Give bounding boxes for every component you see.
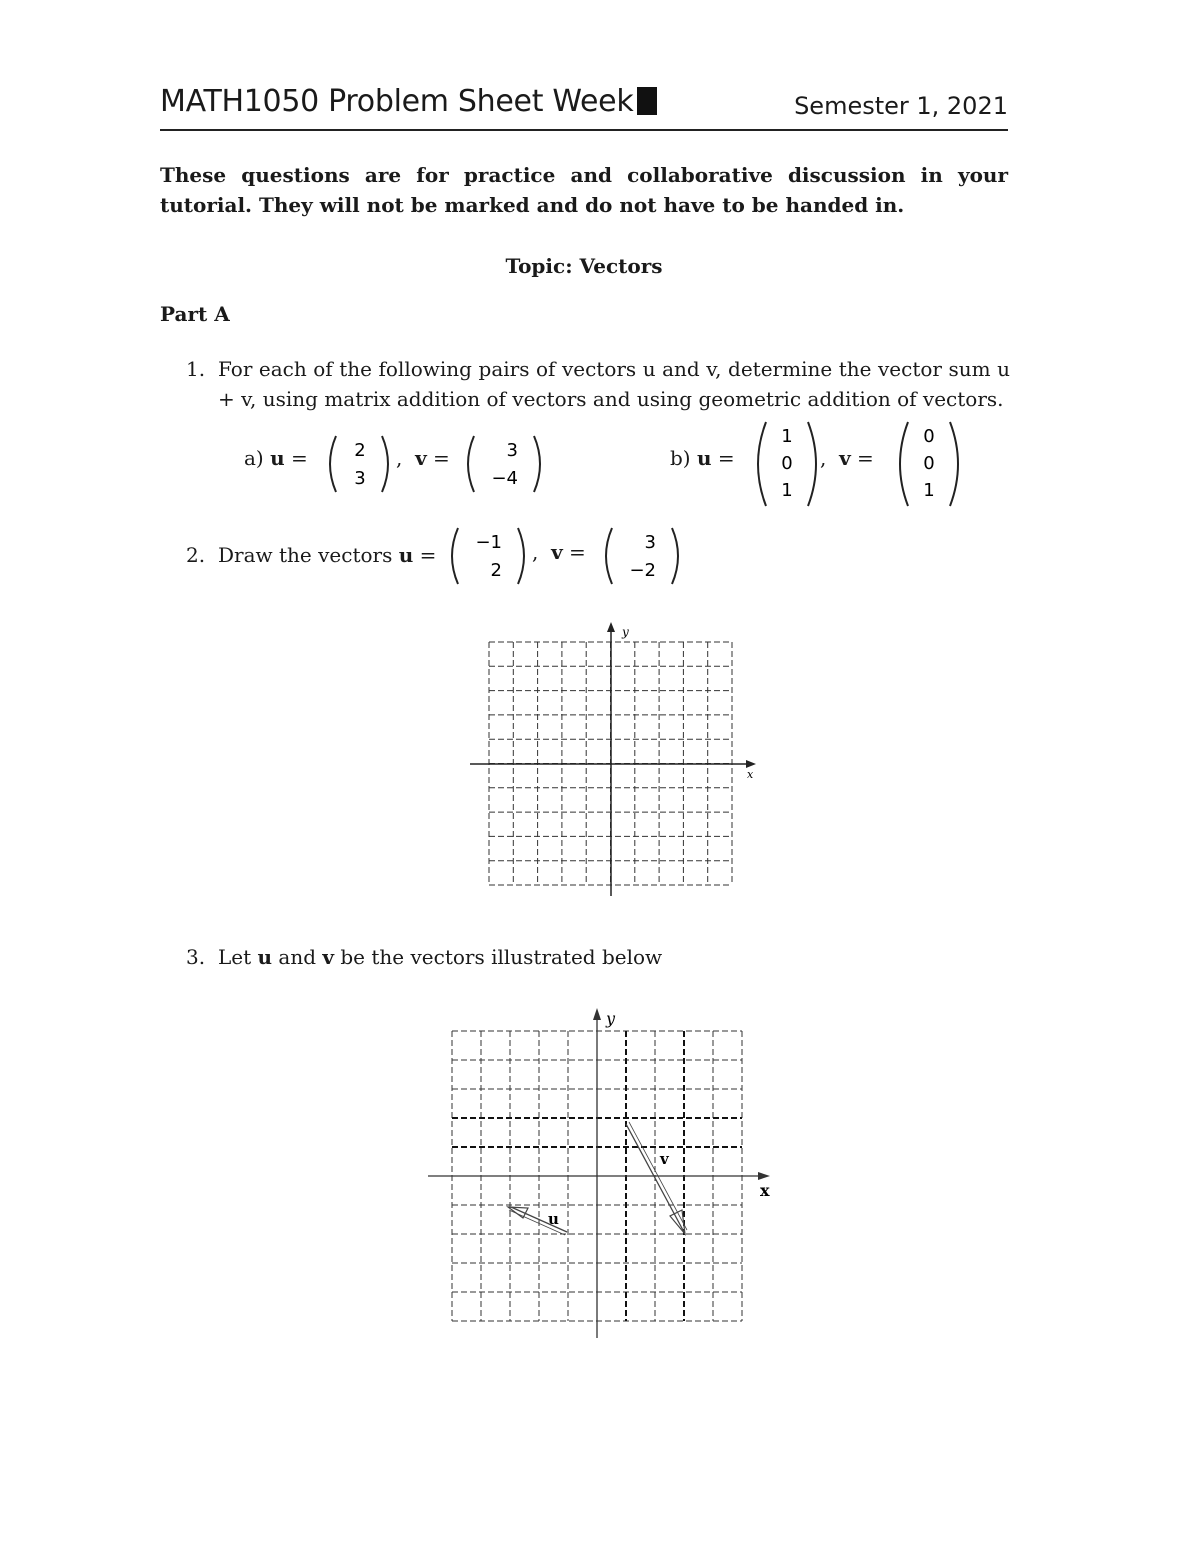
q1a-v-0: 3: [506, 440, 518, 461]
sheet-title: MATH1050 Problem Sheet Week: [160, 84, 657, 119]
q1a-u-vector: [324, 432, 394, 496]
q2-v-1: −2: [629, 560, 656, 581]
q1b-u-vector: [754, 418, 820, 510]
vector-u-arrowhead: [508, 1207, 528, 1218]
vector-u-label: u: [548, 1210, 559, 1228]
question-number: 2.: [186, 543, 206, 567]
question-text: Draw the vectors: [218, 543, 393, 567]
q1a-v-vector: [462, 432, 546, 496]
graph-2: [420, 1004, 780, 1344]
q2-v-0: 3: [644, 532, 656, 553]
y-axis-arrow: [593, 1008, 601, 1020]
q2-u-vector: [446, 524, 530, 588]
question-number: 1.: [186, 357, 206, 381]
q1b-v-0: 0: [923, 426, 935, 447]
semester: Semester 1, 2021: [794, 92, 1008, 120]
q1b-u-0: 1: [781, 426, 793, 447]
q1b-label: b) u =: [670, 446, 735, 470]
q1b-v-vector: [896, 418, 962, 510]
x-axis-arrow: [758, 1172, 770, 1180]
graph-1: [460, 618, 770, 898]
question-number: 3.: [186, 945, 206, 969]
x-axis-arrow: [746, 760, 756, 768]
q1a-u-1: 3: [354, 468, 366, 489]
q1b-v-label: , v =: [820, 446, 874, 470]
vector-v-label: v: [660, 1150, 669, 1168]
redacted-week-number: [637, 87, 657, 115]
q1b-v-2: 1: [923, 480, 935, 501]
y-axis-label: y: [622, 625, 629, 639]
q1a-v-label: , v =: [396, 446, 450, 470]
q2-v-label: , v =: [532, 540, 586, 564]
topic-heading: Topic: Vectors: [505, 254, 663, 278]
q1a-v-1: −4: [491, 468, 518, 489]
q1b-u-2: 1: [781, 480, 793, 501]
q1b-u-1: 0: [781, 453, 793, 474]
q1a-label: a) u =: [244, 446, 308, 470]
part-heading: Part A: [160, 302, 230, 326]
q2-v-vector: [600, 524, 684, 588]
question-text: For each of the following pairs of vectors u and v, determine the vector sum u + v, using matrix addition of vectors and using geometric addition of vectors.: [218, 357, 1010, 411]
y-axis-arrow: [607, 622, 615, 632]
x-axis-label: x: [760, 1181, 770, 1200]
q1a-u-0: 2: [354, 440, 366, 461]
q2-u-0: −1: [475, 532, 502, 553]
x-axis-label: x: [747, 768, 754, 781]
q2-u-1: 2: [490, 560, 502, 581]
intro-text: These questions are for practice and collaborative discussion in your tutorial. They will not be marked and do not have to be handed in.: [160, 163, 1008, 217]
y-axis-label: y: [606, 1009, 616, 1028]
header-rule: [160, 129, 1008, 131]
q1b-v-1: 0: [923, 453, 935, 474]
